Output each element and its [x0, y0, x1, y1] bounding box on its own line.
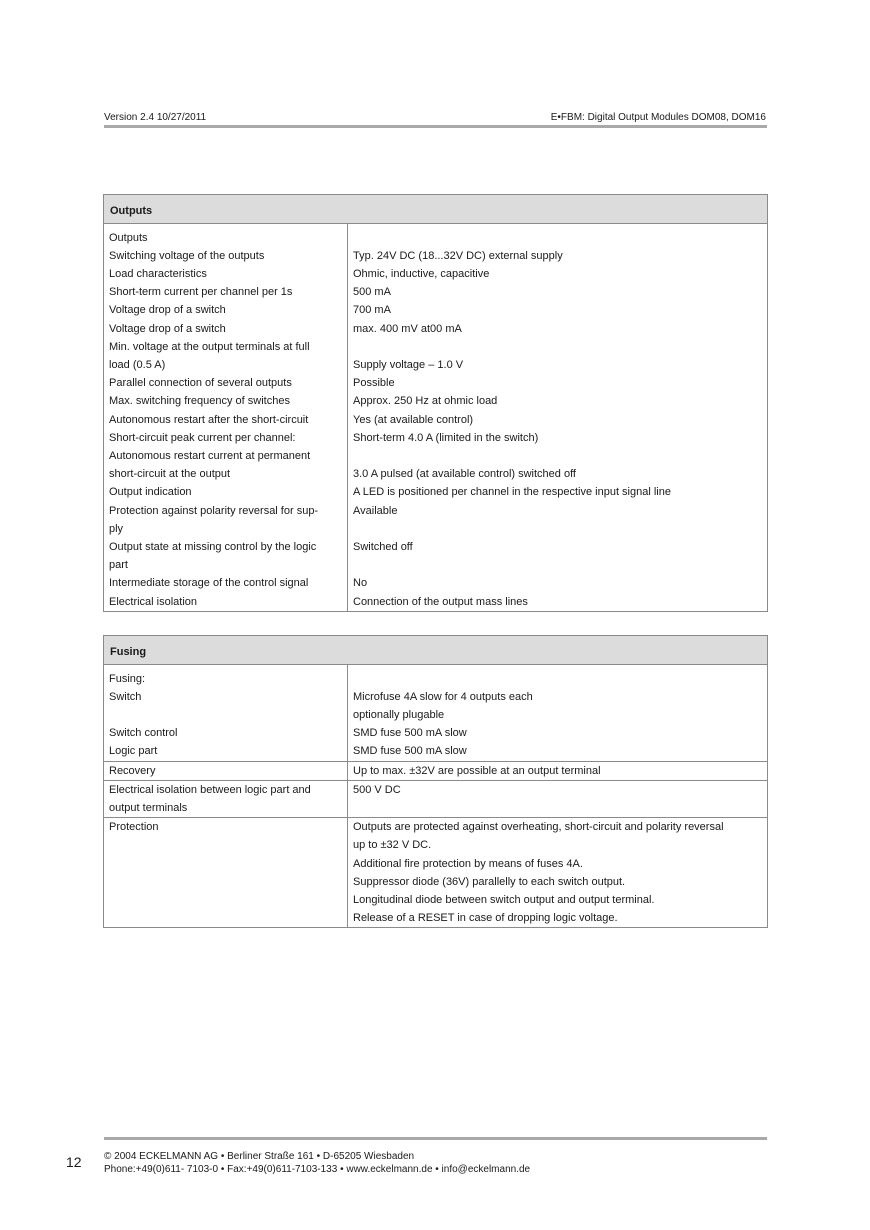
row-label	[104, 411, 348, 429]
table-row	[104, 670, 768, 688]
cell-line: SMD fuse 500 mA slow	[353, 745, 467, 758]
row-value	[348, 265, 768, 283]
cell-line: Supply voltage – 1.0 V	[353, 358, 464, 371]
cell-line: Max. switching frequency of switches	[109, 395, 290, 408]
table-row	[104, 301, 768, 319]
cell-line: 700 mA	[353, 304, 391, 317]
row-value	[348, 724, 768, 742]
header-version: Version 2.4 10/27/2011	[104, 112, 207, 123]
table-row	[104, 761, 768, 780]
cell-line: A LED is positioned per channel in the respective input signal line	[353, 486, 671, 499]
footer-contact: Phone:+49(0)611- 7103-0 • Fax:+49(0)611-7103-133 • www.eckelmann.de • info@eckelmann.de	[104, 1164, 531, 1175]
fusing-heading: Fusing	[104, 636, 768, 665]
table-row	[104, 265, 768, 283]
table-row	[104, 502, 768, 538]
cell-line: 3.0 A pulsed (at available control) switched off	[353, 468, 576, 481]
row-value	[348, 247, 768, 265]
cell-line: Protection	[109, 821, 159, 834]
cell-line: Ohmic, inductive, capacitive	[353, 267, 490, 280]
table-row	[104, 574, 768, 592]
cell-line: Autonomous restart current at permanent	[109, 449, 311, 462]
table-row	[104, 429, 768, 447]
table-row	[104, 320, 768, 338]
cell-line: Up to max. ±32V are possible at an output terminal	[353, 764, 601, 777]
footer-address: © 2004 ECKELMANN AG • Berliner Straße 161 • D-65205 Wiesbaden	[104, 1151, 415, 1162]
cell-line: Voltage drop of a switch	[109, 304, 226, 317]
row-value	[348, 283, 768, 301]
row-label	[104, 374, 348, 392]
row-label	[104, 392, 348, 410]
outputs-table	[103, 194, 768, 612]
row-value	[348, 593, 768, 612]
cell-line: Connection of the output mass lines	[353, 595, 528, 608]
row-value	[348, 780, 768, 817]
cell-line: Possible	[353, 377, 395, 390]
row-value	[348, 742, 768, 761]
row-value	[348, 574, 768, 592]
cell-line: No	[353, 577, 368, 590]
cell-line: ply	[109, 522, 124, 535]
cell-line: up to ±32 V DC.	[353, 839, 432, 852]
row-value	[348, 411, 768, 429]
cell-line: Available	[353, 504, 398, 517]
row-label	[104, 574, 348, 592]
cell-line	[353, 670, 762, 688]
cell-line: 500 V DC	[353, 783, 401, 796]
cell-line: Protection against polarity reversal for sup-	[109, 504, 319, 517]
row-label	[104, 320, 348, 338]
row-value	[348, 761, 768, 780]
row-value	[348, 338, 768, 374]
row-value	[348, 447, 768, 483]
cell-line	[353, 447, 762, 465]
cell-line: Switching voltage of the outputs	[109, 249, 265, 262]
table-row	[104, 818, 768, 928]
row-label	[104, 429, 348, 447]
table-row	[104, 780, 768, 817]
cell-line: Autonomous restart after the short-circuit	[109, 413, 309, 426]
table-row	[104, 724, 768, 742]
table-row	[104, 411, 768, 429]
cell-line: Intermediate storage of the control signal	[109, 577, 309, 590]
cell-line: Microfuse 4A slow for 4 outputs each	[353, 690, 533, 703]
cell-line: Voltage drop of a switch	[109, 322, 226, 335]
cell-line: max. 400 mV at00 mA	[353, 322, 462, 335]
footer-rule	[104, 1137, 767, 1140]
row-label	[104, 670, 348, 688]
row-value	[348, 483, 768, 501]
row-label	[104, 538, 348, 574]
row-label	[104, 338, 348, 374]
row-value	[348, 502, 768, 538]
row-value	[348, 818, 768, 928]
cell-line	[353, 229, 762, 247]
cell-line: Short-term current per channel per 1s	[109, 286, 293, 299]
cell-line: Typ. 24V DC (18...32V DC) external supply	[353, 249, 563, 262]
cell-line: Longitudinal diode between switch output and output terminal.	[353, 893, 655, 906]
cell-line: Yes (at available control)	[353, 413, 474, 426]
cell-line: Switch control	[109, 727, 178, 740]
row-value	[348, 538, 768, 574]
cell-line: Load characteristics	[109, 267, 207, 280]
row-label	[104, 761, 348, 780]
table-row	[104, 538, 768, 574]
row-value	[348, 688, 768, 724]
cell-line: Switch	[109, 690, 142, 703]
header-title: E•FBM: Digital Output Modules DOM08, DOM16	[550, 112, 766, 123]
row-value	[348, 229, 768, 247]
row-value	[348, 670, 768, 688]
cell-line: output terminals	[109, 801, 188, 814]
cell-line: Electrical isolation between logic part and	[109, 783, 311, 796]
table-row	[104, 283, 768, 301]
table-row	[104, 247, 768, 265]
row-label	[104, 724, 348, 742]
row-label	[104, 818, 348, 928]
outputs-heading: Outputs	[104, 195, 768, 224]
cell-line: Outputs	[109, 231, 148, 244]
row-label	[104, 502, 348, 538]
cell-line: 500 mA	[353, 286, 391, 299]
page-number: 12	[66, 1154, 82, 1170]
row-value	[348, 374, 768, 392]
table-row	[104, 374, 768, 392]
row-label	[104, 593, 348, 612]
header-rule	[104, 125, 767, 128]
cell-line: Release of a RESET in case of dropping logic voltage.	[353, 912, 618, 925]
cell-line: Recovery	[109, 764, 156, 777]
fusing-table	[103, 635, 768, 928]
cell-line: Parallel connection of several outputs	[109, 377, 292, 390]
row-value	[348, 301, 768, 319]
table-row	[104, 392, 768, 410]
cell-line: Fusing:	[109, 672, 146, 685]
row-label	[104, 447, 348, 483]
cell-line: Logic part	[109, 745, 158, 758]
cell-line: Output indication	[109, 486, 192, 499]
cell-line: Short-circuit peak current per channel:	[109, 431, 296, 444]
cell-line: part	[109, 559, 128, 572]
row-label	[104, 688, 348, 724]
row-value	[348, 429, 768, 447]
cell-line: Outputs are protected against overheating, short-circuit and polarity reversal	[353, 821, 724, 834]
cell-line: SMD fuse 500 mA slow	[353, 727, 467, 740]
table-row	[104, 229, 768, 247]
cell-line: Switched off	[353, 540, 413, 553]
outputs-body	[104, 224, 768, 612]
cell-line: Min. voltage at the output terminals at full	[109, 340, 310, 353]
cell-line: Short-term 4.0 A (limited in the switch)	[353, 431, 539, 444]
row-label	[104, 229, 348, 247]
cell-line: Suppressor diode (36V) parallelly to each switch output.	[353, 875, 626, 888]
cell-line: Additional fire protection by means of fuses 4A.	[353, 857, 583, 870]
row-label	[104, 247, 348, 265]
row-label	[104, 265, 348, 283]
cell-line: Output state at missing control by the logic	[109, 540, 317, 553]
row-label	[104, 283, 348, 301]
fusing-body	[104, 665, 768, 928]
table-row	[104, 688, 768, 724]
cell-line: load (0.5 A)	[109, 358, 166, 371]
cell-line: Approx. 250 Hz at ohmic load	[353, 395, 498, 408]
table-row	[104, 483, 768, 501]
cell-line	[353, 338, 762, 356]
table-row	[104, 338, 768, 374]
row-value	[348, 392, 768, 410]
table-row	[104, 742, 768, 761]
row-value	[348, 320, 768, 338]
row-label	[104, 742, 348, 761]
table-row	[104, 447, 768, 483]
cell-line: optionally plugable	[353, 708, 445, 721]
row-label	[104, 780, 348, 817]
table-row	[104, 593, 768, 612]
row-label	[104, 483, 348, 501]
cell-line: short-circuit at the output	[109, 468, 231, 481]
row-label	[104, 301, 348, 319]
cell-line: Electrical isolation	[109, 595, 198, 608]
